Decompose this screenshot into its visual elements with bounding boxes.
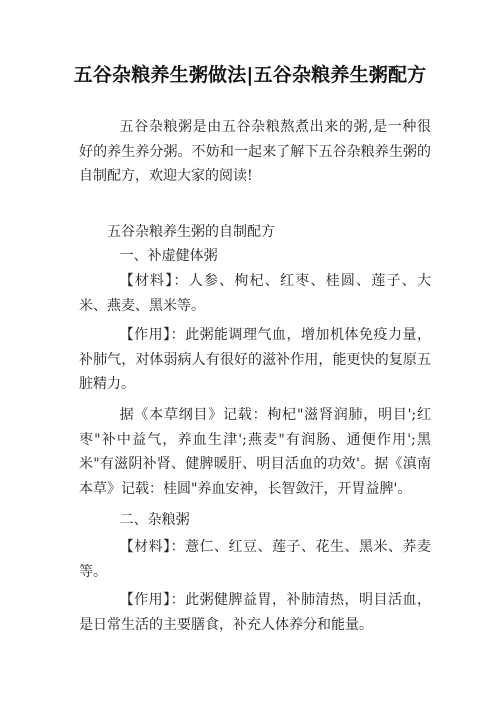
recipe-1-materials: 【材料】：人参、枸杞、红枣、桂圆、莲子、大米、燕麦、黑米等。	[79, 273, 431, 314]
section-heading: 五谷杂粮养生粥的自制配方	[107, 224, 275, 240]
page-title: 五谷杂粮养生粥做法|五谷杂粮养生粥配方	[73, 64, 427, 86]
intro-paragraph: 五谷杂粮粥是由五谷杂粮熬煮出来的粥,是一种很好的养生养分粥。不妨和一起来了解下五谷杂粮养生粥的自制配方，欢迎大家的阅读!	[79, 119, 431, 184]
recipe-2-heading: 二、杂粮粥	[119, 512, 190, 528]
recipe-2-materials: 【材料】：薏仁、红豆、莲子、花生、黑米、荞麦等。	[79, 539, 431, 580]
recipe-1-heading: 一、补虚健体粥	[119, 248, 218, 264]
recipe-1-effect: 【作用】：此粥能调理气血，增加机体免疫力量，补肺气，对体弱病人有很好的滋补作用，能更快的复原五脏精力。	[79, 327, 431, 392]
recipe-2-effect: 【作用】：此粥健脾益胃，补肺清热，明目活血，是日常生活的主要膳食，补充人体养分和能量。	[79, 592, 431, 633]
recipe-1-citation: 据《本草纲目》记载：枸杞"滋肾润肺，明目';红枣"补中益气，养血生津';燕麦"有润肠、通便作用';黑米"有滋阴补肾、健脾暖肝、明目活血的功效'。据《滇南本草》记载：桂圆"养血安神，长智敛汗，开胃益脾'。	[79, 407, 431, 497]
